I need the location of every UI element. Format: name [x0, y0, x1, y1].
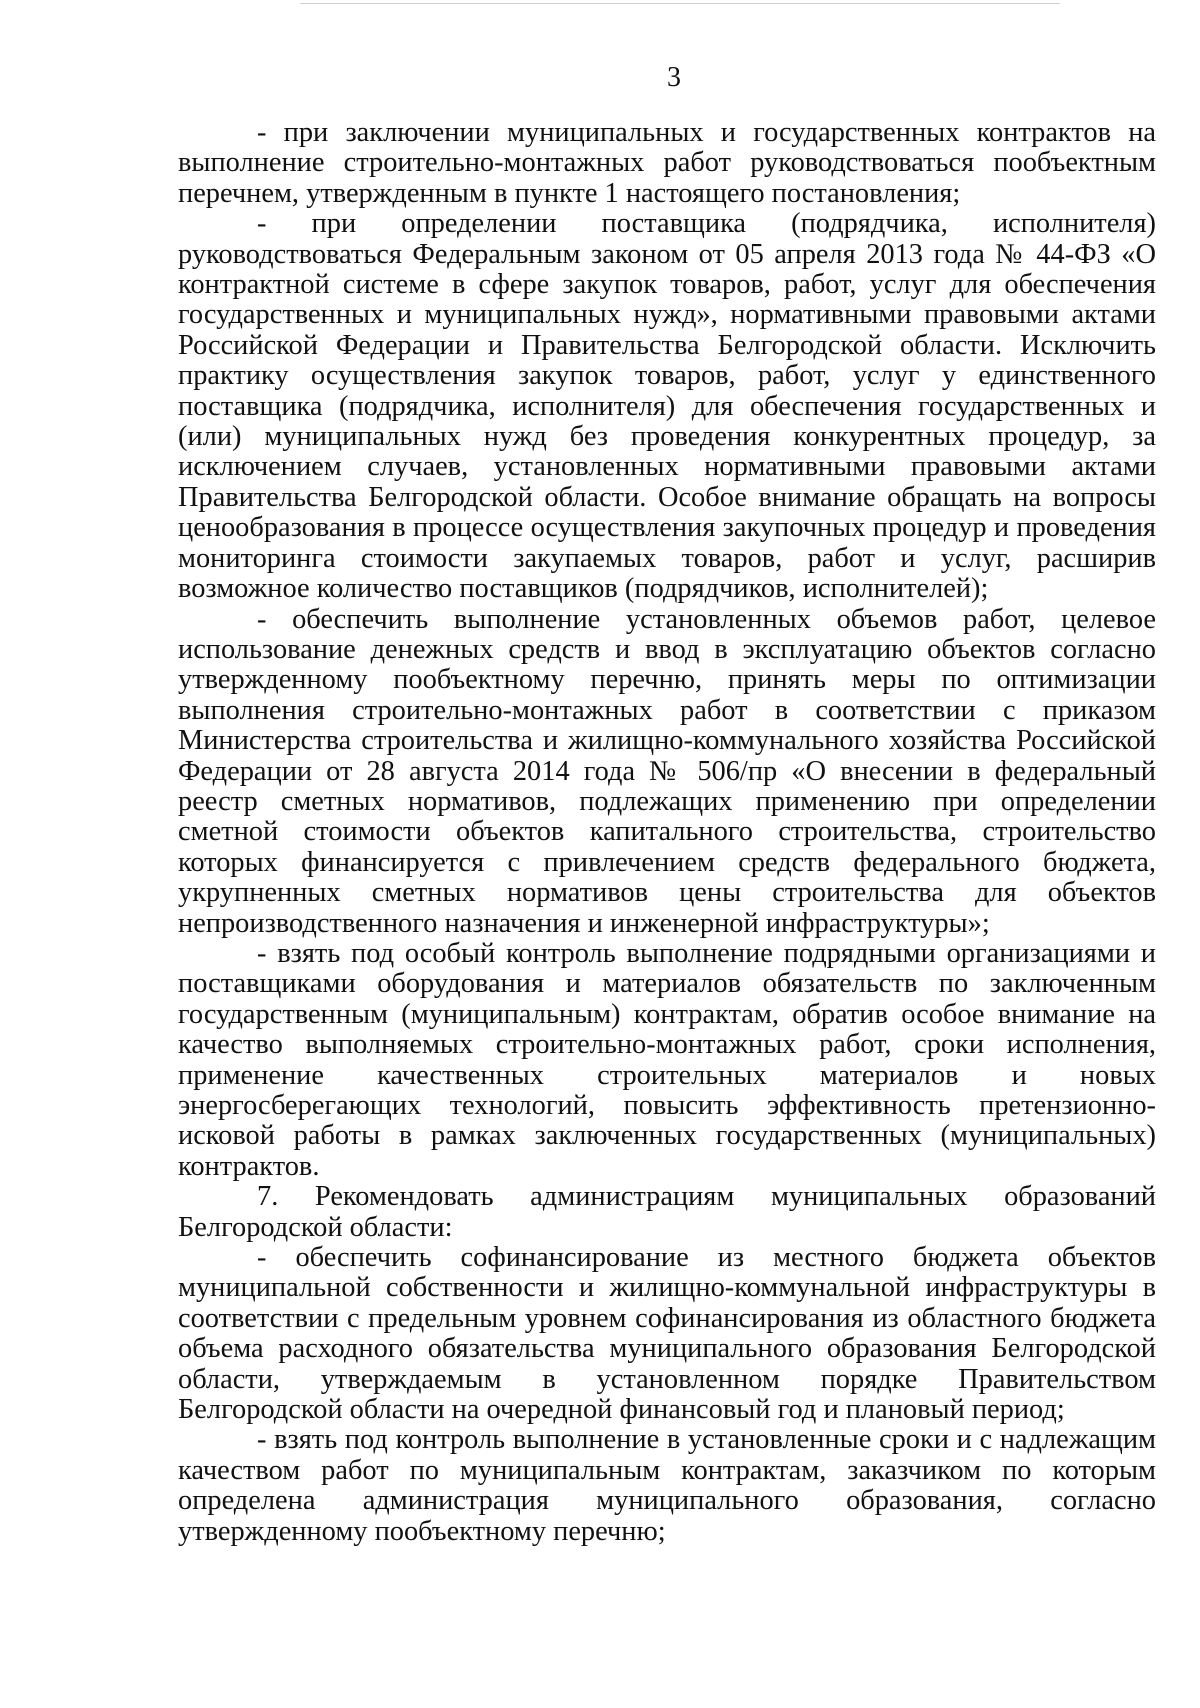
paragraph-supplier-selection: - при определении поставщика (подрядчика, исполнителя) руководствоваться Федеральным законом от 05 апреля 2013 года № 44-ФЗ «О контрактной системе в сфере закупок товаров, работ, услуг для обеспечения государственных и муниципальных нужд», нормативными правовыми актами Российской Федерации и Правительства Белгородской области. Исключить практику осуществления закупок товаров, работ, услуг у единственного поставщика (подрядчика, исполнителя) для обеспечения государственных и (или) муниципальных нужд без проведения конкурентных процедур, за исключением случаев, установленных нормативными правовыми актами Правительства Белгородской области. Особое внимание обращать на вопросы ценообразования в процессе осуществления закупочных процедур и проведения мониторинга стоимости закупаемых товаров, работ и услуг, расширив возможное количество поставщиков (подрядчиков, исполнителей);	[178, 208, 1156, 605]
paragraph-item-7: 7. Рекомендовать администрациям муниципальных образований Белгородской области:	[178, 1181, 1156, 1243]
page-number: 3	[667, 62, 681, 93]
paragraph-contract-control: - взять под особый контроль выполнение подрядными организациями и поставщиками оборудования и материалов обязательств по заключенным государственным (муниципальным) контрактам, обратив особое внимание на качество выполняемых строительно-монтажных работ, сроки исполнения, применение качественных строительных материалов и новых энергосберегающих технологий, повысить эффективность претензионно-исковой работы в рамках заключенных государственных (муниципальных) контрактов.	[178, 937, 1156, 1182]
paragraph-cofinancing: - обеспечить софинансирование из местного бюджета объектов муниципальной собственности и жилищно-коммунальной инфраструктуры в соответствии с предельным уровнем софинансирования из областного бюджета объема расходного обязательства муниципального образования Белгородской области, утверждаемым в установленном порядке Правительством Белгородской области на очередной финансовый год и плановый период;	[178, 1242, 1156, 1426]
paragraph-contracts: - при заключении муниципальных и государственных контрактов на выполнение строительно-монтажных работ руководствоваться пообъектным перечнем, утвержденным в пункте 1 настоящего постановления;	[178, 117, 1156, 209]
document-body	[178, 118, 1156, 1547]
paragraph-work-volumes: - обеспечить выполнение установленных объемов работ, целевое использование денежных средств и ввод в эксплуатацию объектов согласно утвержденному пообъектному перечню, принять меры по оптимизации выполнения строительно-монтажных работ в соответствии с приказом Министерства строительства и жилищно-коммунального хозяйства Российской Федерации от 28 августа 2014 года № 506/пр «О внесении в федеральный реестр сметных нормативов, подлежащих применению при определении сметной стоимости объектов капитального строительства, строительство которых финансируется с привлечением средств федерального бюджета, укрупненных сметных нормативов цены строительства для объектов непроизводственного назначения и инженерной инфраструктуры»;	[178, 603, 1156, 939]
scan-top-rule	[300, 3, 1060, 4]
paragraph-municipal-control: - взять под контроль выполнение в установленные сроки и с надлежащим качеством работ по муниципальным контрактам, заказчиком по которым определена администрация муниципального образования, согласно утвержденному пообъектному перечню;	[178, 1424, 1156, 1547]
